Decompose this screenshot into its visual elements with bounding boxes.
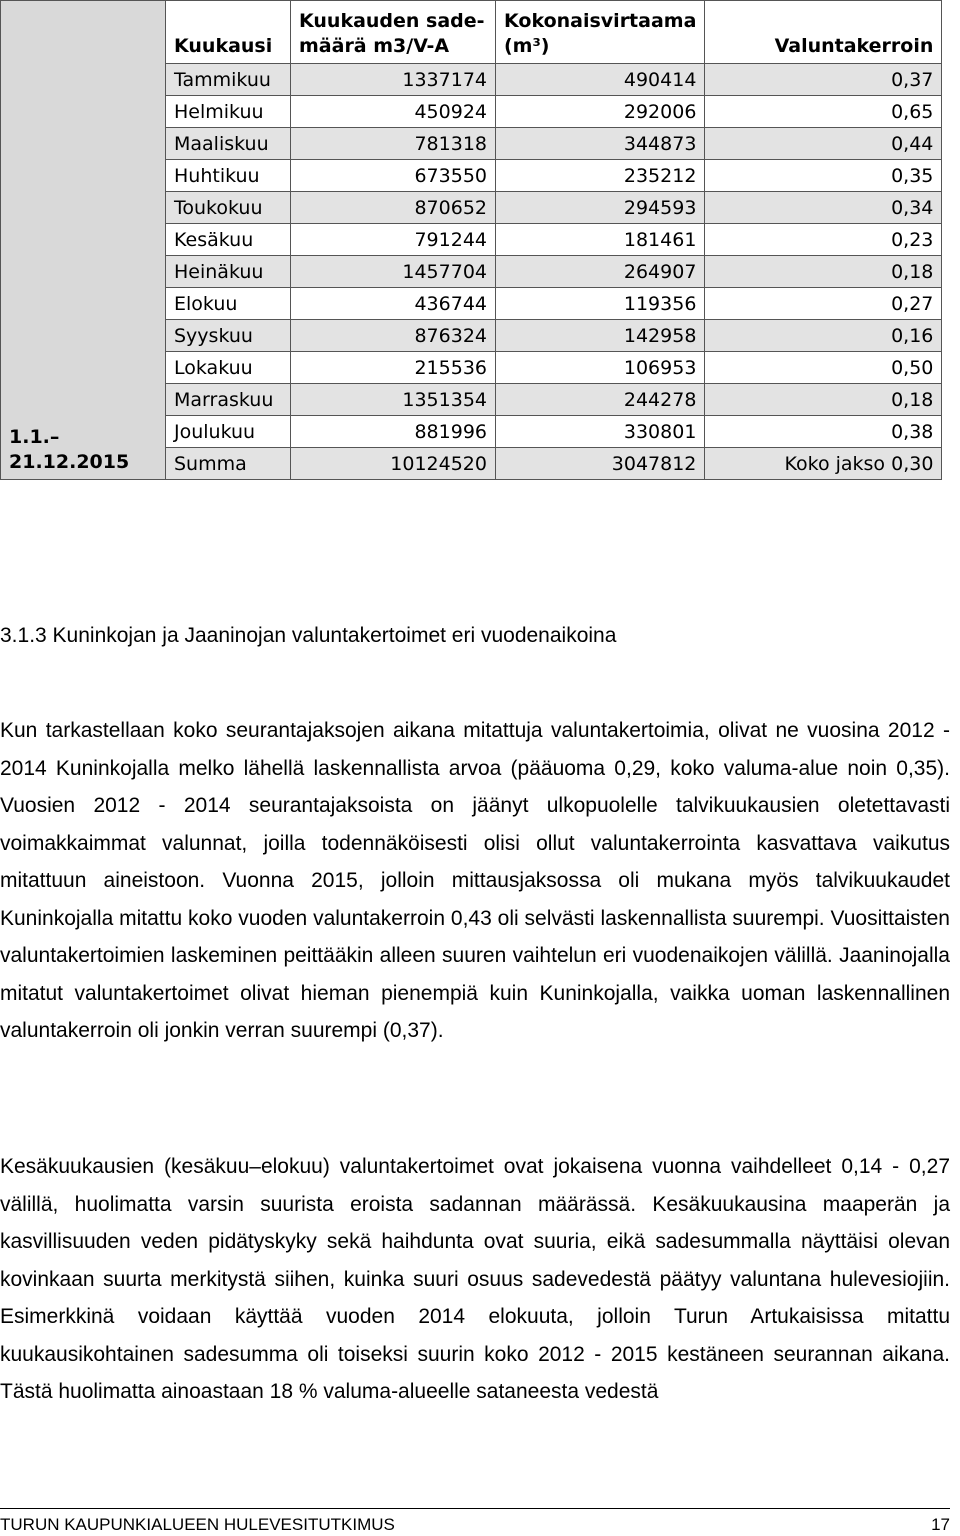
row-month: Elokuu <box>166 288 291 320</box>
page-number: 17 <box>931 1515 950 1534</box>
row-rain: 215536 <box>291 352 496 384</box>
row-coef: 0,44 <box>705 128 942 160</box>
header-coef: Valuntakerroin <box>705 1 942 64</box>
row-month: Maaliskuu <box>166 128 291 160</box>
row-month: Heinäkuu <box>166 256 291 288</box>
row-coef: 0,16 <box>705 320 942 352</box>
row-rain: 870652 <box>291 192 496 224</box>
row-coef: 0,65 <box>705 96 942 128</box>
row-coef: 0,34 <box>705 192 942 224</box>
row-flow: 142958 <box>496 320 705 352</box>
row-rain: 1457704 <box>291 256 496 288</box>
row-rain: 1351354 <box>291 384 496 416</box>
row-rain: 781318 <box>291 128 496 160</box>
page-footer <box>0 1508 950 1535</box>
row-flow: 264907 <box>496 256 705 288</box>
row-month: Kesäkuu <box>166 224 291 256</box>
row-coef: 0,18 <box>705 384 942 416</box>
row-rain: 450924 <box>291 96 496 128</box>
row-rain: 436744 <box>291 288 496 320</box>
row-month: Joulukuu <box>166 416 291 448</box>
period-cell: 1.1.– 21.12.2015 <box>1 1 166 480</box>
row-month: Summa <box>166 448 291 480</box>
footer-title: TURUN KAUPUNKIALUEEN HULEVESITUTKIMUS <box>0 1515 395 1534</box>
row-rain: 10124520 <box>291 448 496 480</box>
row-flow: 181461 <box>496 224 705 256</box>
row-month: Toukokuu <box>166 192 291 224</box>
row-rain: 791244 <box>291 224 496 256</box>
row-coef: 0,18 <box>705 256 942 288</box>
paragraph-2: Kesäkuukausien (kesäkuu–elokuu) valuntakertoimet ovat jokaisena vuonna vaihdelleet 0,14 - 0,27 välillä, huolimatta varsin suurista eroista sadannan määrässä. Kesäkuukausina maaperän ja kasvillisuuden veden pidätyskyky sekä haihdunta ovat suuria, eikä sadesummalla näyttäisi olevan kovinkaan suurta merkitystä siihen, kuinka suuri osuus sadevedestä päätyy valuntana hulevesiojiin. Esimerkkinä voidaan käyttää vuoden 2014 elokuuta, jolloin Turun Artukaisissa mitattu kuukausikohtainen sadesumma oli toiseksi suurin koko 2012 - 2015 kestäneen seurannan aikana. Tästä huolimatta ainoastaan 18 % valuma-alueelle sataneesta vedestä <box>0 1155 950 1403</box>
row-month: Helmikuu <box>166 96 291 128</box>
row-month: Lokakuu <box>166 352 291 384</box>
row-flow: 490414 <box>496 64 705 96</box>
row-rain: 876324 <box>291 320 496 352</box>
row-month: Huhtikuu <box>166 160 291 192</box>
row-flow: 294593 <box>496 192 705 224</box>
row-flow: 119356 <box>496 288 705 320</box>
row-flow: 344873 <box>496 128 705 160</box>
row-coef: 0,23 <box>705 224 942 256</box>
row-flow: 330801 <box>496 416 705 448</box>
row-rain: 881996 <box>291 416 496 448</box>
row-coef: 0,35 <box>705 160 942 192</box>
row-month: Tammikuu <box>166 64 291 96</box>
header-month: Kuukausi <box>166 1 291 64</box>
row-month: Marraskuu <box>166 384 291 416</box>
section-heading: 3.1.3 Kuninkojan ja Jaaninojan valuntakertoimet eri vuodenaikoina <box>0 624 617 647</box>
row-coef: 0,38 <box>705 416 942 448</box>
row-coef: Koko jakso 0,30 <box>705 448 942 480</box>
row-flow: 292006 <box>496 96 705 128</box>
row-flow: 244278 <box>496 384 705 416</box>
row-flow: 235212 <box>496 160 705 192</box>
runoff-table <box>0 0 942 480</box>
row-coef: 0,37 <box>705 64 942 96</box>
row-rain: 1337174 <box>291 64 496 96</box>
row-coef: 0,50 <box>705 352 942 384</box>
row-month: Syyskuu <box>166 320 291 352</box>
paragraph-1: Kun tarkastellaan koko seurantajaksojen aikana mitattuja valuntakertoimia, olivat ne vuosina 2012 - 2014 Kuninkojalla melko lähellä laskennallista arvoa (pääuoma 0,29, koko valuma-alue noin 0,35). Vuosien 2012 - 2014 seurantajaksoista on jäänyt ulkopuolelle talvikuukausien oletettavasti voimakkaimmat valunnat, joilla todennäköisesti olisi ollut valuntakerrointa kasvattava vaikutus mitattuun aineistoon. Vuonna 2015, jolloin mittausjaksossa oli mukana myös talvikuukaudet Kuninkojalla mitattu koko vuoden valuntakerroin 0,43 oli selvästi laskennallista suurempi. Vuosittaisten valuntakertoimien laskeminen peittääkin alleen suuren vaihtelun eri vuodenaikojen välillä. Jaaninojalla mitatut valuntakertoimet olivat hieman pienempiä kuin Kuninkojalla, vaikka uoman laskennallinen valuntakerroin oli jonkin verran suurempi (0,37). <box>0 719 950 1042</box>
row-flow: 106953 <box>496 352 705 384</box>
row-flow: 3047812 <box>496 448 705 480</box>
header-rain: Kuukauden sade- määrä m3/V-A <box>291 1 496 64</box>
row-coef: 0,27 <box>705 288 942 320</box>
header-flow: Kokonaisvirtaama (m³) <box>496 1 705 64</box>
row-rain: 673550 <box>291 160 496 192</box>
